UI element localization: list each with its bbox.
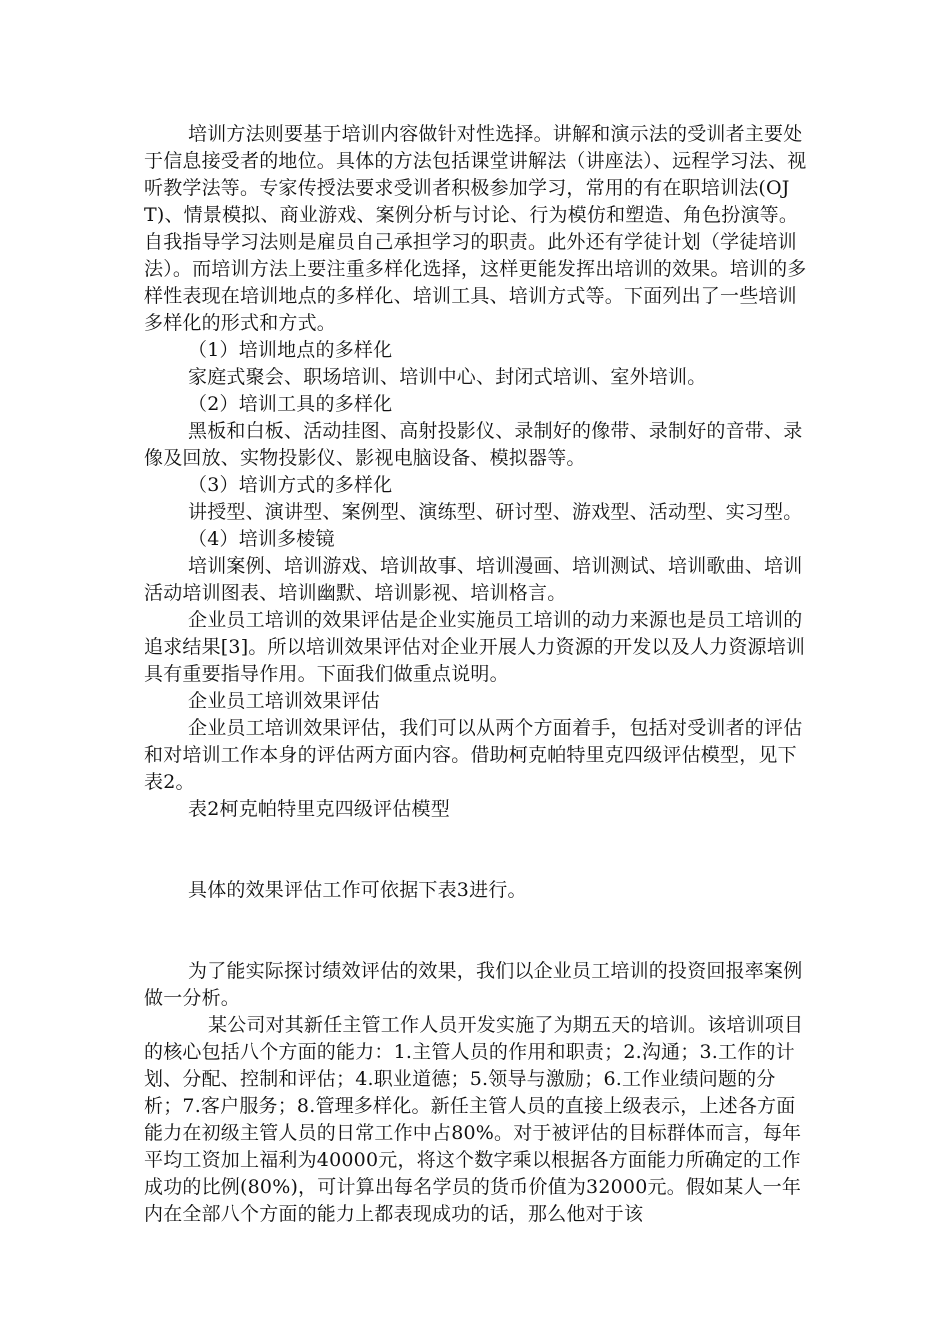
table-3-placeholder bbox=[144, 904, 810, 958]
list-heading-prism: （4）培训多棱镜 bbox=[188, 528, 335, 550]
paragraph-tools-list: 黑板和白板、活动挂图、高射投影仪、录制好的像带、录制好的音带、录像及回放、实物投影仪、影视电脑设备、模拟器等。 bbox=[144, 420, 803, 469]
paragraph-evaluation-detail: 企业员工培训效果评估，我们可以从两个方面着手，包括对受训者的评估和对培训工作本身的评估两方面内容。借助柯克帕特里克四级评估模型，见下表2。 bbox=[144, 717, 803, 793]
paragraph-prism-list: 培训案例、培训游戏、培训故事、培训漫画、培训测试、培训歌曲、培训活动培训图表、培训幽默、培训影视、培训格言。 bbox=[144, 555, 803, 604]
list-heading-methods: （3）培训方式的多样化 bbox=[188, 474, 393, 496]
paragraph-methods-list: 讲授型、演讲型、案例型、演练型、研讨型、游戏型、活动型、实习型。 bbox=[188, 501, 803, 523]
section-heading-evaluation: 企业员工培训效果评估 bbox=[188, 690, 381, 712]
paragraph-roi-intro: 为了能实际探讨绩效评估的效果，我们以企业员工培训的投资回报率案例做一分析。 bbox=[144, 960, 803, 1009]
list-heading-tools: （2）培训工具的多样化 bbox=[188, 393, 393, 415]
table-caption-2: 表2柯克帕特里克四级评估模型 bbox=[188, 798, 450, 820]
table-2-placeholder bbox=[144, 823, 810, 877]
paragraph-evaluation-intro: 企业员工培训的效果评估是企业实施员工培训的动力来源也是员工培训的追求结果[3]。所以培训效果评估对企业开展人力资源的开发以及人力资源培训具有重要指导作用。下面我们做重点说明。 bbox=[144, 609, 806, 685]
paragraph-roi-case: 某公司对其新任主管工作人员开发实施了为期五天的培训。该培训项目的核心包括八个方面的能力：1.主管人员的作用和职责；2.沟通；3.工作的计划、分配、控制和评估；4.职业道德；5.领导与激励；6.工作业绩问题的分析；7.客户服务；8.管理多样化。新任主管人员的直接上级表示，上述各方面能力在初级主管人员的日常工作中占80%。对于被评估的目标群体而言，每年平均工资加上福利为40000元，将这个数字乘以根据各方面能力所确定的工作成功的比例(80%)，可计算出每名学员的货币价值为32000元。假如某人一年内在全部八个方面的能力上都表现成功的话，那么他对于该 bbox=[144, 1014, 804, 1225]
paragraph-location-list: 家庭式聚会、职场培训、培训中心、封闭式培训、室外培训。 bbox=[188, 366, 707, 388]
paragraph-training-methods: 培训方法则要基于培训内容做针对性选择。讲解和演示法的受训者主要处于信息接受者的地位。具体的方法包括课堂讲解法（讲座法）、远程学习法、视听教学法等。专家传授法要求受训者积极参加学习，常用的有在职培训法(OJT)、情景模拟、商业游戏、案例分析与讨论、行为模仿和塑造、角色扮演等。自我指导学习法则是雇员自己承担学习的职责。此外还有学徒计划（学徒培训法）。而培训方法上要注重多样化选择，这样更能发挥出培训的效果。培训的多样性表现在培训地点的多样化、培训工具、培训方式等。下面列出了一些培训多样化的形式和方式。 bbox=[144, 123, 807, 334]
paragraph-table-3-ref: 具体的效果评估工作可依据下表3进行。 bbox=[188, 879, 527, 901]
list-heading-location: （1）培训地点的多样化 bbox=[188, 339, 393, 361]
document-body bbox=[144, 121, 810, 1228]
